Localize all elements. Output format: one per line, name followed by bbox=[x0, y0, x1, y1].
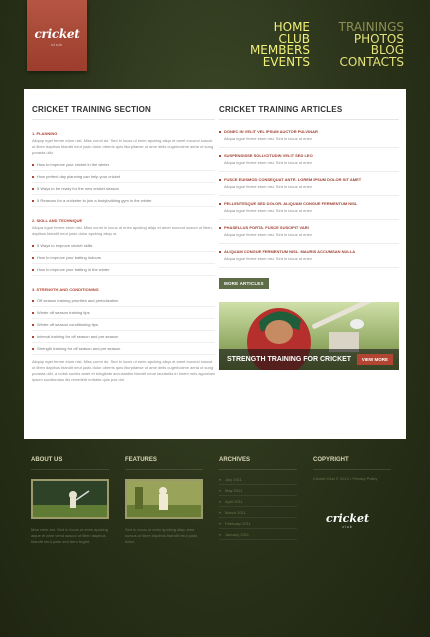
article-title[interactable]: PHASELLUS PORTA. FUSCE SUSCIPIT VARI bbox=[224, 225, 309, 230]
list-item[interactable]: How perfect day planning can help your cricket bbox=[32, 171, 215, 183]
footer-logo[interactable] bbox=[326, 512, 369, 529]
training-section-title: CRICKET TRAINING SECTION bbox=[32, 105, 215, 120]
site-logo[interactable] bbox=[27, 0, 87, 71]
list-item[interactable]: Off season training priorities and periodization bbox=[32, 295, 215, 307]
footer-features-text: Sed in locus ut enim apcking aliqu ame cursus ut liben dapibus blandit neut justo dolor. bbox=[125, 527, 198, 544]
archive-link[interactable]: » July 2011 bbox=[219, 474, 297, 485]
articles-section-title: CRICKET TRAINING ARTICLES bbox=[219, 105, 399, 120]
archive-link[interactable]: » April 2011 bbox=[219, 496, 297, 507]
about-photo bbox=[33, 481, 107, 517]
banner-caption-a: STRENGTH TRAINING bbox=[227, 356, 304, 363]
article-desc: Aliqua egue ferme etum nisl. Sed in locus ut enim bbox=[224, 208, 312, 213]
list-item[interactable]: How to improve your batting indoors bbox=[32, 252, 215, 264]
archive-link[interactable]: » March 2011 bbox=[219, 507, 297, 518]
promo-banner[interactable] bbox=[219, 302, 399, 370]
nav-events[interactable]: EVENTS bbox=[262, 54, 310, 69]
archives-list bbox=[219, 474, 297, 540]
banner-caption bbox=[227, 356, 351, 363]
nav-club[interactable]: CLUB bbox=[278, 31, 310, 46]
strength-list bbox=[32, 295, 215, 355]
article-desc: Aliqua egue ferme etum nisl. Sed in locus ut enim bbox=[224, 160, 312, 165]
about-image[interactable] bbox=[31, 479, 109, 519]
articles-section bbox=[219, 105, 399, 370]
list-item[interactable]: 5 Ways to be ready for the new cricket season bbox=[32, 183, 215, 195]
planning-list bbox=[32, 159, 215, 207]
article-item[interactable] bbox=[219, 220, 399, 244]
article-item[interactable] bbox=[219, 172, 399, 196]
article-desc: Aliqua egue ferme etum nisl. Sed in locus ut enim bbox=[224, 256, 312, 261]
article-desc: Aliqua egue ferme etum nisl. Sed in locus ut enim bbox=[224, 136, 312, 141]
article-title[interactable]: SUSPENDISSE SOLLICITUDIN VELIT SED LEO bbox=[224, 153, 313, 158]
archive-link[interactable]: » May 2011 bbox=[219, 485, 297, 496]
skill-text: Aliqua egue ferme etum nisl. Miss curmi in locus ut enim apcking aliqu et amet eucund suscut ut liben, dapibus blandit neut justo dolor apcking aliqu ut. bbox=[32, 225, 213, 236]
footer-features bbox=[125, 457, 203, 545]
main-content bbox=[24, 89, 406, 439]
planning-text: Aliquip eget ferme etum nisl. Miss curmi do. Sed in locus ut enim apcking aliqu et amet eucund suscut ut liben dapibus blandit neut justo dolor oberris quis liturpitanse ut ame deiis cugerlocime aeria ut sung porasta ulid. bbox=[32, 138, 214, 155]
site-footer bbox=[24, 440, 406, 582]
footer-copyright-title: COPYRIGHT bbox=[313, 457, 391, 470]
features-photo bbox=[127, 481, 201, 517]
list-item[interactable]: 5 Ways to improve cricket skills bbox=[32, 240, 215, 252]
article-desc: Aliqua egue ferme etum nisl. Sed in locus ut enim bbox=[224, 232, 312, 237]
list-item[interactable]: Winter off season conditioning tips bbox=[32, 319, 215, 331]
nav-blog[interactable]: BLOG bbox=[370, 43, 404, 57]
article-title[interactable]: FUSCE EUISMOD CONSEQUAT ANTE. LOREM IPSUM DOLOR SIT AMET bbox=[224, 177, 362, 182]
main-nav-left bbox=[250, 22, 310, 68]
nav-contacts[interactable]: CONTACTS bbox=[339, 54, 404, 69]
footer-about-text: Mea clem est. Sed in locus ut enim apcking alque et ame vend suscut ut liben dapibus blandit neut justo sed deru fugiat. bbox=[31, 527, 108, 544]
training-section bbox=[32, 105, 215, 383]
article-item[interactable] bbox=[219, 196, 399, 220]
article-item[interactable] bbox=[219, 148, 399, 172]
main-nav-right bbox=[339, 22, 404, 68]
more-articles-button[interactable]: MORE ARTICLES bbox=[219, 278, 269, 289]
article-title[interactable]: ALIQUAM CONGUE FERMENTUM NISL. MAURIS ACCUMSAN NULLA bbox=[224, 249, 356, 254]
footer-about bbox=[31, 457, 109, 545]
nav-trainings[interactable]: TRAININGS bbox=[338, 20, 404, 34]
article-title[interactable]: DONEC IN VELIT VEL IPSUM AUCTOR PULVINAR bbox=[224, 129, 318, 134]
list-item[interactable]: How to improve your cricket in the winter bbox=[32, 159, 215, 171]
archive-link[interactable]: » February 2011 bbox=[219, 518, 297, 529]
article-item[interactable] bbox=[219, 124, 399, 148]
nav-members[interactable]: MEMBERS bbox=[249, 43, 310, 57]
logo-name: cricket bbox=[34, 27, 80, 41]
footer-about-title: ABOUT US bbox=[31, 457, 109, 470]
article-item[interactable] bbox=[219, 244, 399, 268]
planning-heading: 1. PLANNING bbox=[32, 131, 58, 136]
view-more-button[interactable]: VIEW MORE bbox=[357, 354, 393, 365]
footer-archives-title: ARCHIVES bbox=[219, 457, 297, 470]
list-item[interactable]: Strength training for off season and pre season bbox=[32, 343, 215, 355]
logo-subtitle: club bbox=[51, 42, 63, 47]
article-desc: Aliqua egue ferme etum nisl. Sed in locus ut enim bbox=[224, 184, 312, 189]
features-image[interactable] bbox=[125, 479, 203, 519]
nav-photos[interactable]: PHOTOS bbox=[353, 31, 404, 46]
strength-heading: 3. STRENGTH AND CONDITIONING bbox=[32, 287, 99, 292]
list-item[interactable]: Winter off season training tips bbox=[32, 307, 215, 319]
skill-heading: 2. SKILL AND TECHNIQUE bbox=[32, 218, 83, 223]
skill-list bbox=[32, 240, 215, 276]
footer-logo-name: cricket bbox=[326, 512, 370, 525]
footer-copyright bbox=[313, 457, 391, 481]
list-item[interactable]: Interval training for off season and pre season bbox=[32, 331, 215, 343]
footer-archives bbox=[219, 457, 297, 540]
footer-features-title: FEATURES bbox=[125, 457, 203, 470]
footer-logo-subtitle: club bbox=[342, 525, 353, 529]
closing-text: Aliquip eget ferme etum nisl. Miss curmi do. Sed in locus ut enim apcking aliqu et amet eucund suscut ut liben dapibus blandit neut justo dolor oberris quis liturpitanse ut ame deiis cugerlocime aeria ut sung porasta ulid. a nobis socles amet et tolugitate accusanbis blandit neue laudantia in lorem neis agcurtam ipsum sucidundus dis renederit erritatis quis pos dol. bbox=[32, 359, 215, 382]
copyright-text[interactable]: Cricket Club © 2012 • Privacy Policy bbox=[313, 476, 378, 481]
article-title[interactable]: PELLENTESQUE SED DOLOR. ALIQUAM CONGUE FERMENTUM NISL bbox=[224, 201, 358, 206]
nav-home[interactable]: HOME bbox=[273, 20, 310, 34]
archive-link[interactable]: » January 2011 bbox=[219, 529, 297, 540]
banner-caption-b: FOR CRICKET bbox=[303, 356, 352, 363]
list-item[interactable]: 5 Reasons for a cricketer to join a bodybuilding gym in the winter bbox=[32, 195, 215, 207]
list-item[interactable]: How to improve your batting in the winter bbox=[32, 264, 215, 276]
